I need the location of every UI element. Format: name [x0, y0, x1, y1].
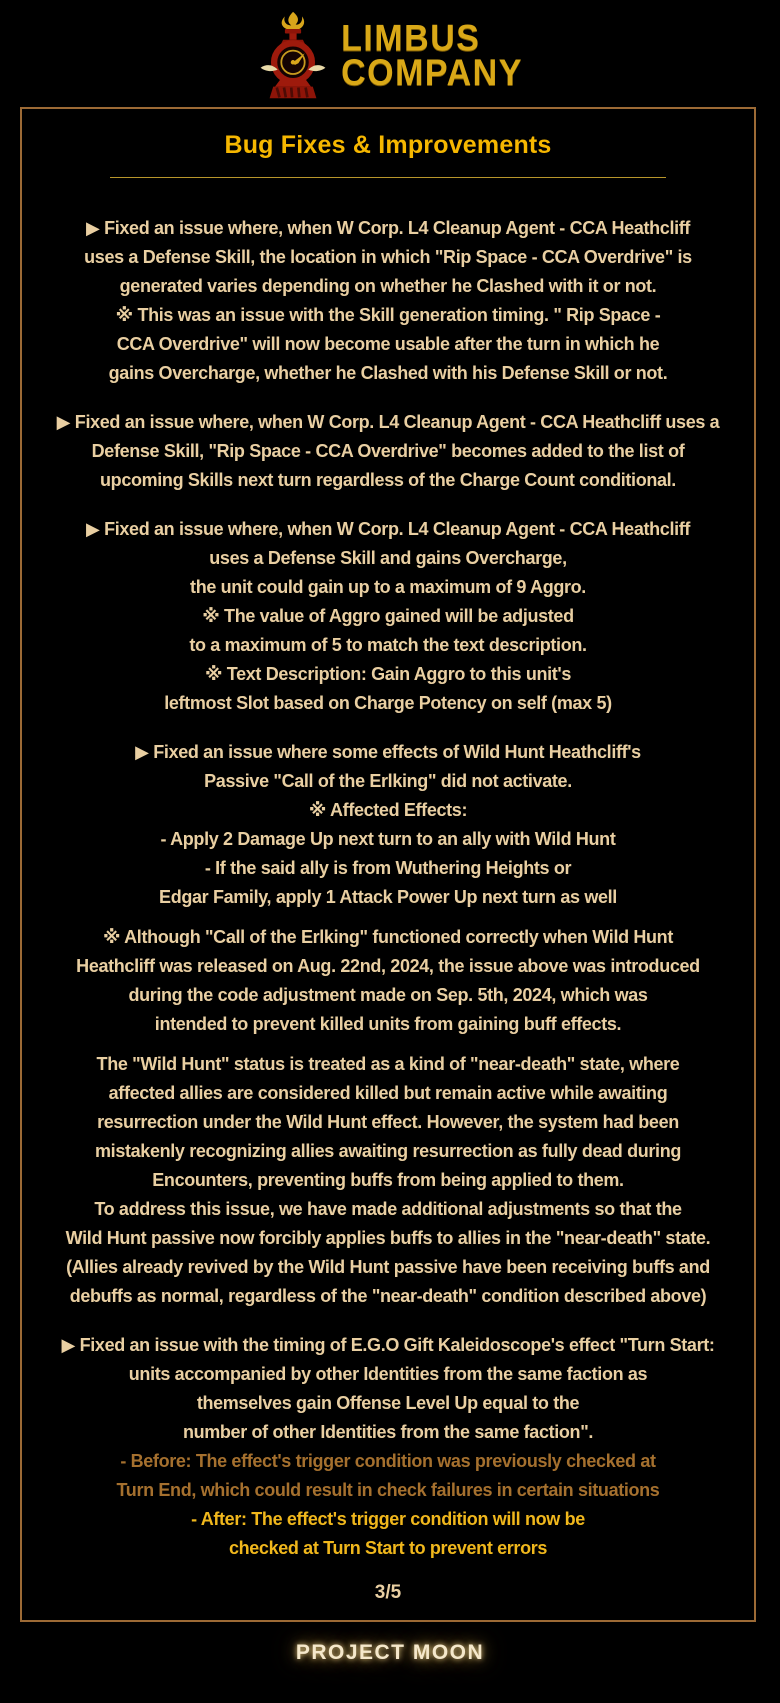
- footer-brand: PROJECT MOON: [295, 1641, 485, 1664]
- patch-note-line: ▶ Fixed an issue where, when W Corp. L4 Cleanup Agent - CCA Heathcliff: [85, 519, 691, 539]
- patch-note-line: uses a Defense Skill and gains Overcharge,: [209, 548, 567, 568]
- logo-line-company: COMPANY: [341, 52, 523, 94]
- patch-note-line: affected allies are considered killed but remain active while awaiting: [108, 1083, 668, 1103]
- patch-note-line: - After: The effect's trigger condition will now be: [191, 1509, 585, 1529]
- logo-line-limbus: LIMBUS: [341, 17, 481, 59]
- patch-note-line: units accompanied by other Identities from the same faction as: [128, 1364, 648, 1384]
- patch-note-line: (Allies already revived by the Wild Hunt passive have been receiving buffs and: [66, 1257, 710, 1277]
- patch-note-paragraph: [30, 923, 746, 1039]
- patch-note-paragraph: [30, 738, 746, 912]
- patch-note-line: intended to prevent killed units from gaining buff effects.: [154, 1014, 622, 1034]
- patch-note-line: ▶ Fixed an issue where, when W Corp. L4 Cleanup Agent - CCA Heathcliff: [85, 218, 691, 238]
- patch-note-paragraph: [30, 1331, 746, 1563]
- patch-note-line: debuffs as normal, regardless of the "near-death" condition described above): [69, 1286, 707, 1306]
- header-logo: [0, 10, 780, 102]
- patch-note-line: during the code adjustment made on Sep. 5th, 2024, which was: [128, 985, 648, 1005]
- patch-note-paragraph: [30, 214, 746, 388]
- patch-note-line: Encounters, preventing buffs from being applied to them.: [152, 1170, 624, 1190]
- notice-title: Bug Fixes & Improvements: [224, 131, 552, 159]
- patch-note-line: themselves gain Offense Level Up equal to the: [196, 1393, 580, 1413]
- patch-note-line: uses a Defense Skill, the location in which "Rip Space - CCA Overdrive" is: [84, 247, 692, 267]
- logo-wordmark: [341, 17, 523, 94]
- patch-note-line: To address this issue, we have made additional adjustments so that the: [94, 1199, 682, 1219]
- patch-note-line: upcoming Skills next turn regardless of the Charge Count conditional.: [100, 470, 676, 490]
- patch-note-line: - Apply 2 Damage Up next turn to an ally with Wild Hunt: [160, 829, 616, 849]
- page-indicator: 3/5: [374, 1582, 402, 1603]
- patch-note-paragraph: [30, 515, 746, 718]
- title-divider: [110, 177, 666, 178]
- patch-note-line: ※ Affected Effects:: [308, 800, 468, 820]
- patch-notes: [22, 214, 754, 1563]
- patch-note-paragraph: [30, 1050, 746, 1311]
- patch-note-line: Defense Skill, "Rip Space - CCA Overdrive" becomes added to the list of: [91, 441, 685, 461]
- patch-note-line: ※ Text Description: Gain Aggro to this unit's: [204, 664, 572, 684]
- patch-note-line: leftmost Slot based on Charge Potency on self (max 5): [164, 693, 612, 713]
- patch-note-line: gains Overcharge, whether he Clashed with his Defense Skill or not.: [108, 363, 668, 383]
- patch-note-line: - If the said ally is from Wuthering Heights or: [204, 858, 572, 878]
- patch-note-line: CCA Overdrive" will now become usable after the turn in which he: [116, 334, 660, 354]
- patch-note-line: Edgar Family, apply 1 Attack Power Up next turn as well: [159, 887, 617, 907]
- patch-note-line: ※ This was an issue with the Skill generation timing. " Rip Space -: [115, 305, 661, 325]
- patch-note-line: Wild Hunt passive now forcibly applies buffs to allies in the "near-death" state.: [65, 1228, 711, 1248]
- patch-note-line: Turn End, which could result in check failures in certain situations: [116, 1480, 660, 1500]
- patch-note-line: number of other Identities from the same faction".: [182, 1422, 594, 1442]
- patch-note-line: ▶ Fixed an issue where, when W Corp. L4 Cleanup Agent - CCA Heathcliff uses a: [56, 412, 720, 432]
- patch-note-line: resurrection under the Wild Hunt effect. However, the system had been: [97, 1112, 679, 1132]
- patch-note-line: to a maximum of 5 to match the text description.: [189, 635, 587, 655]
- patch-note-line: the unit could gain up to a maximum of 9 Aggro.: [190, 577, 586, 597]
- patch-note-line: ※ Although "Call of the Erlking" functioned correctly when Wild Hunt: [103, 927, 673, 947]
- notice-panel: [20, 107, 756, 1622]
- patch-note-line: mistakenly recognizing allies awaiting resurrection as fully dead during: [95, 1141, 681, 1161]
- patch-note-line: ▶ Fixed an issue with the timing of E.G.O Gift Kaleidoscope's effect "Turn Start:: [61, 1335, 715, 1355]
- patch-note-line: The "Wild Hunt" status is treated as a kind of "near-death" state, where: [96, 1054, 680, 1074]
- patch-note-line: ▶ Fixed an issue where some effects of Wild Hunt Heathcliff's: [135, 742, 641, 762]
- patch-note-paragraph: [30, 408, 746, 495]
- patch-note-line: Passive "Call of the Erlking" did not activate.: [204, 771, 572, 791]
- limbus-clock-emblem-icon: [257, 11, 329, 101]
- patch-note-line: Heathcliff was released on Aug. 22nd, 2024, the issue above was introduced: [76, 956, 700, 976]
- patch-note-line: checked at Turn Start to prevent errors: [228, 1538, 548, 1558]
- patch-note-line: generated varies depending on whether he Clashed with it or not.: [119, 276, 657, 296]
- patch-note-line: ※ The value of Aggro gained will be adjusted: [202, 606, 574, 626]
- patch-note-line: - Before: The effect's trigger condition was previously checked at: [120, 1451, 656, 1471]
